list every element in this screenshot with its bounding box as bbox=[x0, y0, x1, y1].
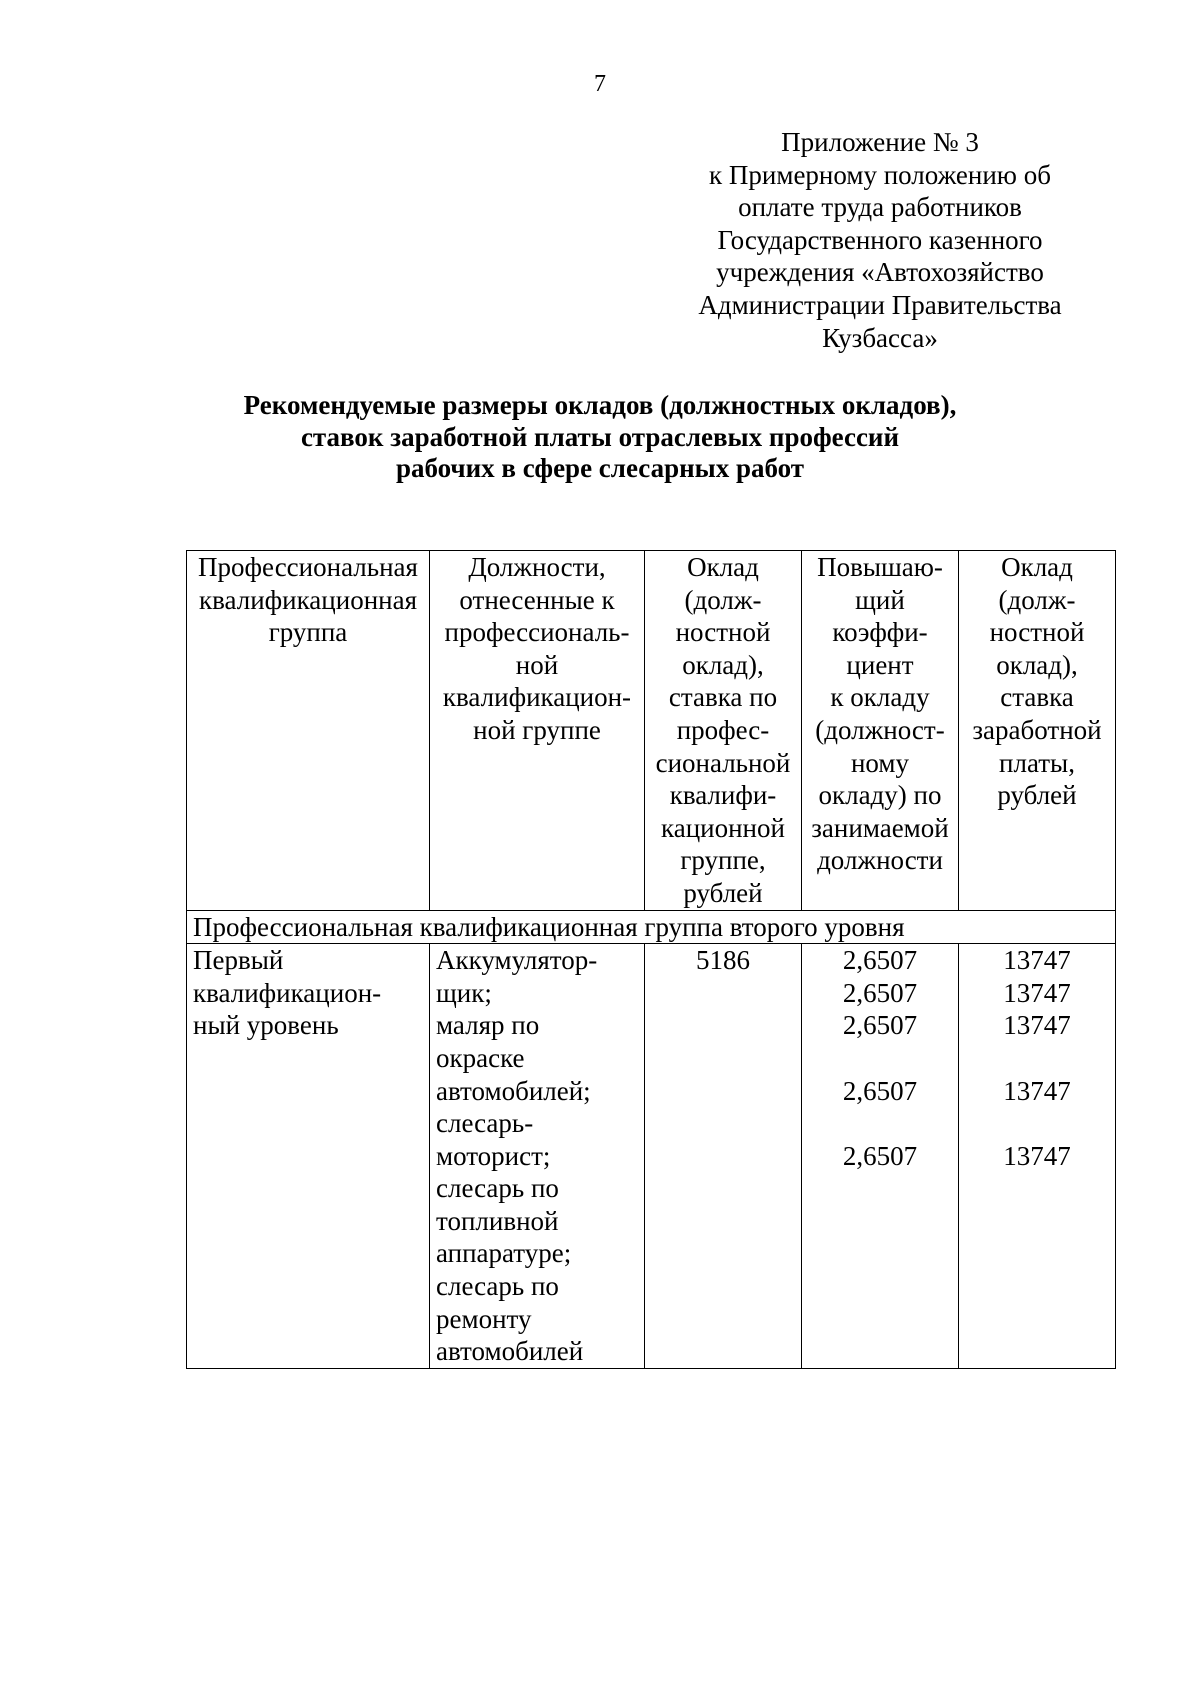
header-line: кационной bbox=[661, 812, 785, 843]
cell-line: слесарь- bbox=[436, 1108, 534, 1139]
header-line: занимаемой bbox=[811, 812, 949, 843]
header-line: рублей bbox=[683, 877, 763, 908]
appendix-line: Кузбасса» bbox=[822, 322, 938, 353]
cell-line: ремонту bbox=[436, 1303, 532, 1334]
spacer bbox=[808, 1042, 952, 1075]
cell-line: ный уровень bbox=[193, 1010, 339, 1041]
cell-line: Первый bbox=[193, 945, 284, 976]
cell-line: щик; bbox=[436, 977, 492, 1008]
cell-line: автомобилей; bbox=[436, 1075, 591, 1106]
header-positions bbox=[430, 551, 645, 911]
coefficient-value: 2,6507 bbox=[842, 977, 918, 1008]
cell-line: слесарь по bbox=[436, 1271, 559, 1302]
title-line: Рекомендуемые размеры окладов (должностных окладов), bbox=[243, 390, 957, 420]
header-line: окладу) по bbox=[818, 780, 942, 811]
header-line: квалификационная bbox=[199, 584, 417, 615]
header-line: рублей bbox=[997, 780, 1077, 811]
coefficient-value: 2,6507 bbox=[842, 1010, 918, 1041]
header-line: квалификацион- bbox=[442, 682, 632, 713]
header-final-salary bbox=[959, 551, 1116, 911]
cell-line: моторист; bbox=[436, 1140, 551, 1171]
salary-value: 13747 bbox=[1003, 977, 1071, 1008]
title-line: рабочих в сфере слесарных работ bbox=[395, 453, 805, 483]
header-line: циент bbox=[846, 649, 914, 680]
coefficient-value: 2,6507 bbox=[842, 1140, 918, 1171]
page-number: 7 bbox=[594, 71, 606, 97]
header-line: сиональной bbox=[655, 747, 791, 778]
base-salary-value: 5186 bbox=[696, 945, 750, 976]
header-line: к окладу bbox=[830, 682, 930, 713]
coefficient-cell bbox=[802, 944, 959, 1369]
coefficient-value: 2,6507 bbox=[842, 1075, 918, 1106]
header-line: ставка по bbox=[668, 682, 778, 713]
appendix-line: учреждения «Автохозяйство bbox=[716, 257, 1044, 288]
header-line: (долж- bbox=[684, 584, 762, 615]
header-line: коэффи- bbox=[832, 617, 928, 648]
salary-value: 13747 bbox=[1003, 1140, 1071, 1171]
header-line: ностной bbox=[989, 617, 1085, 648]
salary-value: 13747 bbox=[1003, 945, 1071, 976]
salary-value: 13747 bbox=[1003, 1010, 1071, 1041]
appendix-line: Администрации Правительства bbox=[698, 289, 1062, 320]
header-line: Профессиональная bbox=[198, 552, 418, 582]
header-line: оклад), bbox=[682, 649, 764, 680]
header-line: профес- bbox=[676, 714, 770, 745]
header-line: ностной bbox=[675, 617, 771, 648]
table-row bbox=[187, 944, 1116, 1369]
header-line: (должност- bbox=[815, 714, 945, 745]
appendix-line: Приложение № 3 bbox=[781, 127, 979, 157]
cell-line: автомобилей bbox=[436, 1336, 584, 1367]
header-line: щий bbox=[855, 584, 905, 615]
salary-value: 13747 bbox=[1003, 1075, 1071, 1106]
header-line: платы, bbox=[999, 747, 1075, 778]
document-title bbox=[0, 390, 1200, 485]
appendix-line: Государственного казенного bbox=[717, 224, 1043, 255]
header-line: оклад), bbox=[996, 649, 1078, 680]
header-line: (долж- bbox=[998, 584, 1076, 615]
header-line: Повышаю- bbox=[817, 552, 943, 582]
header-base-salary bbox=[645, 551, 802, 911]
header-line: отнесенные к bbox=[459, 584, 615, 615]
header-line: должности bbox=[817, 845, 943, 876]
spacer bbox=[965, 1042, 1109, 1075]
group-title-row bbox=[187, 910, 1116, 944]
header-line: группе, bbox=[680, 845, 766, 876]
cell-line: аппаратуре; bbox=[436, 1238, 572, 1269]
spacer bbox=[965, 1107, 1109, 1140]
group-title: Профессиональная квалификационная группа второго уровня bbox=[187, 910, 1116, 944]
header-coefficient bbox=[802, 551, 959, 911]
header-row bbox=[187, 551, 1116, 911]
header-line: Оклад bbox=[1001, 552, 1073, 582]
header-line: ному bbox=[850, 747, 910, 778]
final-salary-cell bbox=[959, 944, 1116, 1369]
header-line: квалифи- bbox=[669, 780, 777, 811]
header-qualification-group bbox=[187, 551, 430, 911]
cell-line: маляр по bbox=[436, 1010, 540, 1041]
header-line: Должности, bbox=[468, 552, 606, 582]
qualification-level bbox=[187, 944, 430, 1369]
header-line: ной bbox=[515, 649, 559, 680]
appendix-line: оплате труда работников bbox=[738, 192, 1022, 223]
appendix-line: к Примерному положению об bbox=[709, 159, 1051, 190]
header-line: ставка bbox=[1000, 682, 1074, 713]
header-line: Оклад bbox=[687, 552, 759, 582]
header-line: профессиональ- bbox=[444, 617, 630, 648]
spacer bbox=[808, 1107, 952, 1140]
positions-list bbox=[430, 944, 645, 1369]
cell-line: топливной bbox=[436, 1205, 559, 1236]
appendix-block bbox=[660, 126, 1100, 354]
base-salary-cell bbox=[645, 944, 802, 1369]
cell-line: квалификацион- bbox=[193, 977, 382, 1008]
cell-line: окраске bbox=[436, 1042, 525, 1073]
coefficient-value: 2,6507 bbox=[842, 945, 918, 976]
salary-table bbox=[186, 550, 1116, 1369]
header-line: заработной bbox=[972, 714, 1102, 745]
cell-line: Аккумулятор- bbox=[436, 945, 598, 976]
header-line: группа bbox=[268, 617, 348, 648]
title-line: ставок заработной платы отраслевых профессий bbox=[300, 421, 900, 452]
cell-line: слесарь по bbox=[436, 1173, 559, 1204]
header-line: ной группе bbox=[473, 714, 601, 745]
